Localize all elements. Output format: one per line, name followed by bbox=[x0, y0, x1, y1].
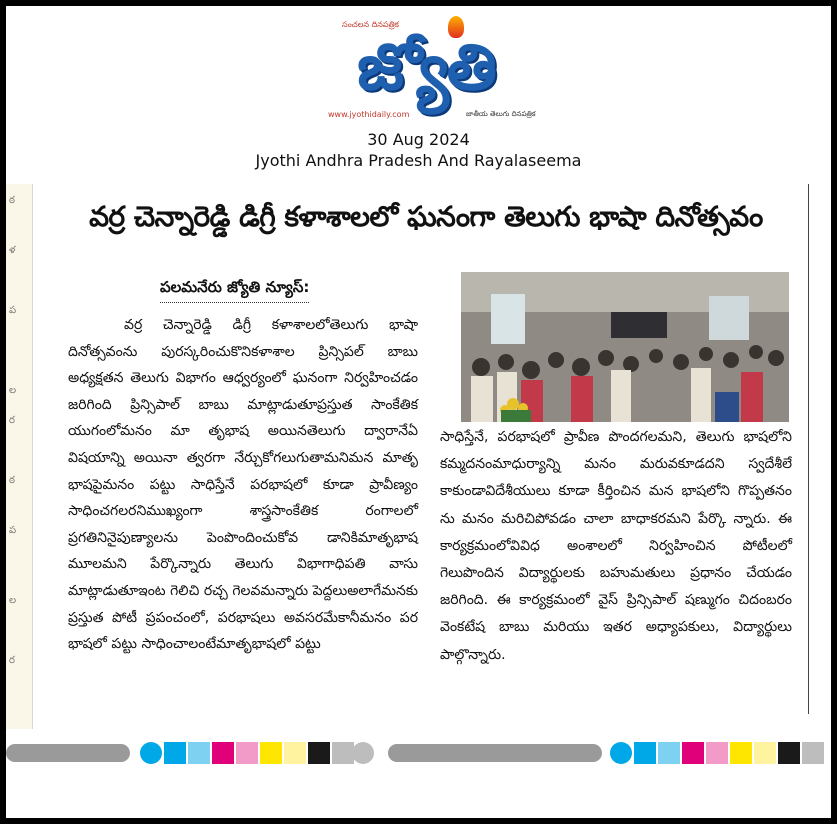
registration-grey-bar bbox=[388, 744, 602, 762]
registration-swatch bbox=[778, 742, 800, 764]
registration-swatch bbox=[634, 742, 656, 764]
registration-swatch bbox=[260, 742, 282, 764]
masthead-tagline: సంచలన దినపత్రిక bbox=[342, 20, 399, 29]
news-clipping bbox=[6, 184, 831, 729]
registration-swatch bbox=[164, 742, 186, 764]
page-frame bbox=[6, 6, 831, 818]
masthead-subtitle: జాతీయ తెలుగు దినపత్రిక bbox=[466, 110, 536, 118]
registration-swatch bbox=[236, 742, 258, 764]
registration-swatch bbox=[332, 742, 354, 764]
registration-dot bbox=[610, 742, 632, 764]
registration-swatch bbox=[188, 742, 210, 764]
classroom-photo-illustration bbox=[461, 272, 789, 422]
masthead-url: www.jyothidaily.com bbox=[328, 110, 410, 119]
article-headline: వర్ర చెన్నారెడ్డి డిగ్రీ కళాశాలలో ఘనంగా తెలుగు భాషా దినోత్సవం bbox=[89, 200, 763, 233]
registration-dot bbox=[352, 742, 374, 764]
registration-swatch bbox=[658, 742, 680, 764]
registration-swatch bbox=[730, 742, 752, 764]
registration-swatch bbox=[284, 742, 306, 764]
registration-dot bbox=[140, 742, 162, 764]
publication-date: 30 Aug 2024 bbox=[367, 130, 470, 149]
registration-swatch bbox=[754, 742, 776, 764]
column-rule-right bbox=[808, 184, 809, 714]
article-byline: పలమనేరు జ్యోతి న్యూస్: bbox=[160, 278, 309, 303]
article-body-left: వర్ర చెన్నారెడ్డి డిగ్రీ కళాశాలలోతెలుగు భాషా దినోత్సవంను పురస్కరించుకొనికళాశాల ప్రిన్సిపల్ బాబు అధ్యక్షతన తెలుగు విభాగం ఆధ్వర్యంలో ఘనంగా నిర్వహించడం జరిగింది ప్రిన్సిపాల్ బాబు మాట్లాడుతూప్రస్తుత సాంకేతిక యుగంలోమనం మా తృభాష అయినతెలుగు ద్వారానేఏ విషయాన్ని అయినా త్వరగా నేర్చుకోగలుగుతామనిమన మాతృ భాషపైమనం పట్టు సాధిస్తేనే పరభాషలో కూడా ప్రావీణ్యం సాధించగలరనిముఖ్యంగా శాస్త్రసాంకేతిక రంగాలలో ప్రగతినినైపుణ్యాలను పెంపొందించుకోవ డానికిమాతృభాష మూలమని పేర్కొన్నారు తెలుగు విభాగాధిపతి వాసు మాట్లాడుతూఇంట గెలిచి రచ్చ గెలవమన్నారు పెద్దలుఅలాగేమనకు ప్రస్తుత పోటీ ప్రపంచంలో, పరభాషలు అవసరమేకానీమనం పర భాషలో పట్టు సాధించాలంటేమాతృభాషలో పట్టు bbox=[68, 317, 418, 653]
adjacent-column-strip: ఠ ళ ప ల ర ఠ ప ల ర bbox=[6, 184, 32, 729]
registration-swatch bbox=[802, 742, 824, 764]
registration-swatch bbox=[682, 742, 704, 764]
article-body-right: సాధిస్తేనే, పరభాషలో ప్రావీణ పొందగలమని, తెలుగు భాషలోని కమ్మదనంమాధుర్యాన్ని మనం మరువకూడదని స్వదేశీలే కాకుండావిదేశీయులు కూడా కీర్తించిన మన భాషలోని గొప్పతనం ను మనం మరిచిపోవడం చాలా బాధాకరమని పేర్కొ న్నారు. ఈ కార్యక్రమంలోవివిధ అంశాలలో నిర్వహించిన పోటీలలో గెలుపొందిన విద్యార్థులకు బహుమతులు ప్రధానం చేయడం జరిగింది. ఈ కార్యక్రమంలో వైస్ ప్రిన్సిపాల్ షణ్ముగం చిదంబరం వెంకటేష బాబు మరియు ఇతర అధ్యాపకులు, విద్యార్థులు పాల్గొన్నారు. bbox=[440, 429, 792, 663]
newspaper-logo: జ్యోతి bbox=[357, 31, 495, 105]
registration-grey-bar bbox=[6, 744, 130, 762]
masthead bbox=[306, 14, 546, 126]
color-registration-bar bbox=[6, 742, 831, 766]
registration-swatch bbox=[706, 742, 728, 764]
edition-name: Jyothi Andhra Pradesh And Rayalaseema bbox=[255, 151, 582, 170]
registration-swatch bbox=[212, 742, 234, 764]
registration-swatch bbox=[308, 742, 330, 764]
column-rule bbox=[32, 184, 33, 729]
event-photo bbox=[461, 272, 789, 422]
